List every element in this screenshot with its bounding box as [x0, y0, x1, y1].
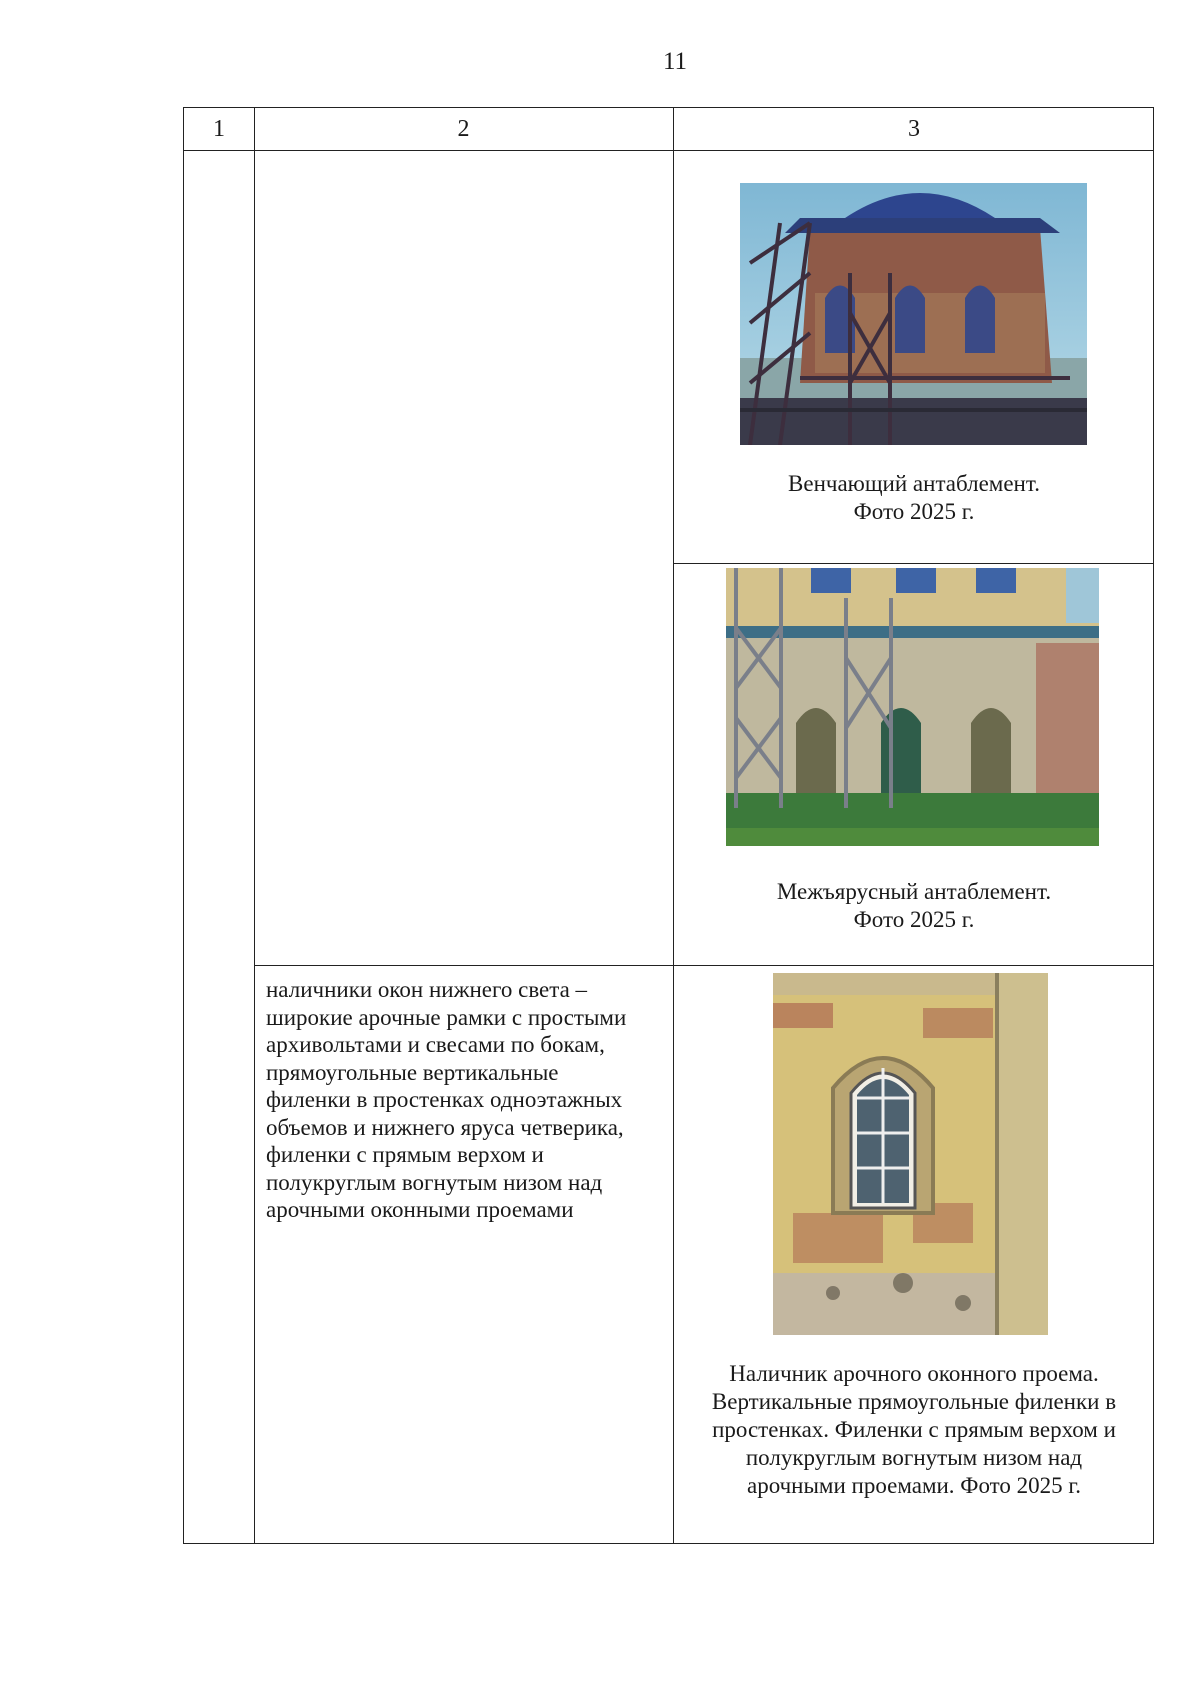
photo-caption-crowning [673, 470, 1155, 526]
table-header-cell-3: 3 [908, 116, 920, 142]
row-divider-1 [673, 563, 1153, 564]
description-line: широкие арочные рамки с простыми [266, 1004, 627, 1030]
document-table [183, 107, 1154, 1544]
photo-caption-interstory [673, 878, 1155, 934]
caption-line: арочными проемами. Фото 2025 г. [746, 1473, 1082, 1498]
description-line: филенки с прямым верхом и [266, 1142, 544, 1167]
photo-window-surround [773, 973, 1048, 1335]
description-line: арочными оконными проемами [266, 1197, 574, 1222]
description-line: филенки в простенках одноэтажных [266, 1087, 623, 1112]
row-divider-2 [254, 965, 1153, 966]
caption-line: Фото 2025 г. [853, 499, 975, 524]
description-line: полукруглым вогнутым низом над [266, 1169, 603, 1195]
caption-line: Наличник арочного оконного проема. [729, 1361, 1099, 1386]
photo-interstory-entablature [726, 568, 1099, 846]
description-text [266, 976, 666, 1224]
table-header-cell-2: 2 [457, 116, 470, 142]
caption-line: Межъярусный антаблемент. [776, 879, 1052, 904]
header-row-divider [184, 150, 1153, 151]
description-line: архивольтами и свесами по бокам, [266, 1032, 605, 1057]
photo-caption-window-surround [673, 1360, 1155, 1500]
description-line: наличники окон нижнего света – [266, 977, 588, 1002]
caption-line: простенках. Филенки с прямым верхом и [712, 1417, 1116, 1442]
caption-line: Фото 2025 г. [853, 907, 975, 932]
caption-line: Вертикальные прямоугольные филенки в [711, 1389, 1117, 1414]
table-header-cell-1: 1 [213, 116, 225, 142]
photo-crowning-entablature [740, 183, 1087, 445]
caption-line: полукруглым вогнутым низом над [745, 1445, 1083, 1470]
description-line: прямоугольные вертикальные [266, 1059, 559, 1085]
caption-line: Венчающий антаблемент. [788, 471, 1040, 496]
page-number: 11 [662, 48, 688, 75]
column-divider-1 [254, 108, 255, 1543]
column-divider-2 [673, 108, 674, 1543]
description-line: объемов и нижнего яруса четверика, [266, 1114, 624, 1140]
